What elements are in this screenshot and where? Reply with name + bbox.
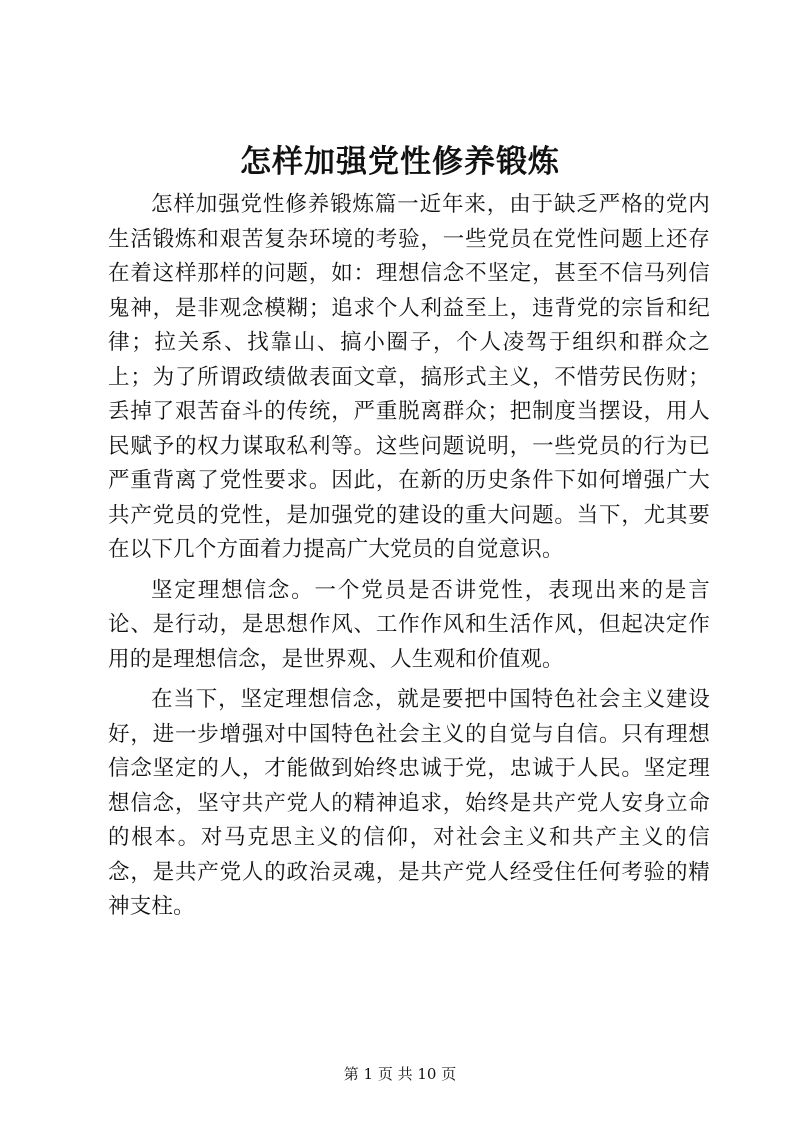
paragraph-1: 怎样加强党性修养锻炼篇一近年来，由于缺乏严格的党内生活锻炼和艰苦复杂环境的考验，一些党员在党性问题上还存在着这样那样的问题，如：理想信念不坚定，甚至不信马列信鬼神，是非观念模糊；追求个人利益至上，违背党的宗旨和纪律；拉关系、找靠山、搞小圈子，个人凌驾于组织和群众之上；为了所谓政绩做表面文章，搞形式主义，不惜劳民伤财；丢掉了艰苦奋斗的传统，严重脱离群众；把制度当摆设，用人民赋予的权力谋取私利等。这些问题说明，一些党员的行为已严重背离了党性要求。因此，在新的历史条件下如何增强广大共产党员的党性，是加强党的建设的重大问题。当下，尤其要在以下几个方面着力提高广大党员的自觉意识。: [108, 192, 710, 562]
paragraph-3: 在当下，坚定理想信念，就是要把中国特色社会主义建设好，进一步增强对中国特色社会主义的自觉与自信。只有理想信念坚定的人，才能做到始终忠诚于党，忠诚于人民。坚定理想信念，坚守共产党人的精神追求，始终是共产党人安身立命的根本。对马克思主义的信仰，对社会主义和共产主义的信念，是共产党人的政治灵魂，是共产党人经受住任何考验的精神支柱。: [108, 687, 710, 919]
paragraph-2: 坚定理想信念。一个党员是否讲党性，表现出来的是言论、是行动，是思想作风、工作作风和生活作风，但起决定作用的是理想信念，是世界观、人生观和价值观。: [108, 577, 710, 672]
page-footer: 第 1 页 共 10 页: [343, 1065, 457, 1083]
document-body: [108, 188, 710, 931]
document-title: 怎样加强党性修养锻炼: [240, 144, 560, 180]
